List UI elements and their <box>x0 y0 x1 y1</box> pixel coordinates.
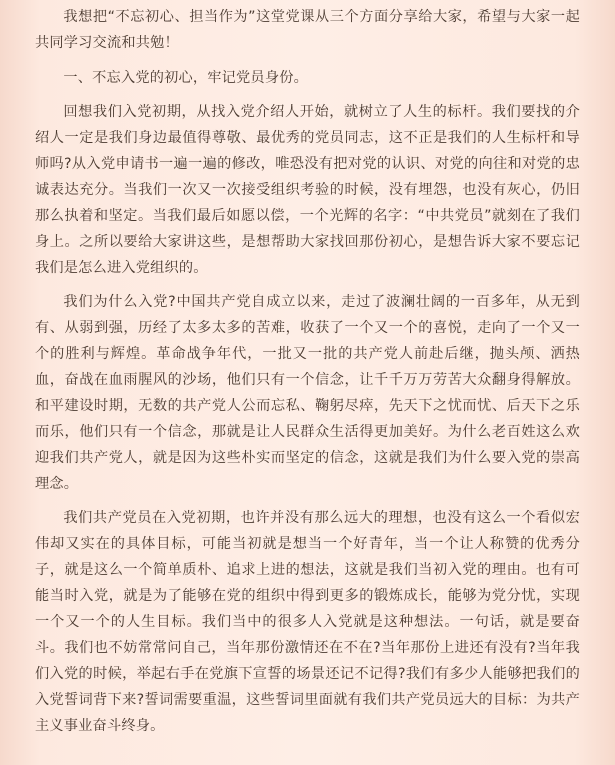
paragraph-spacer <box>35 281 580 289</box>
body-paragraph: 我们共产党员在入党初期，也许并没有那么远大的理想，也没有这么一个看似宏伟却又实在的具体目标，可能当初就是想当一个好青年，当一个让人称赞的优秀分子，就是这么一个简单质朴、追求上进的想法，这就是我们当初入党的理由。也有可能当时入党，就是为了能够在党的组织中得到更多的锻炼成长，能够为党分忧，实现一个又一个的人生目标。我们当中的很多人入党就是这种想法。一句话，就是要奋斗。我们也不妨常常问自己，当年那份激情还在不在?当年那份上进还有没有?当年我们入党的时候，举起右手在党旗下宣誓的场景还记不记得?我们有多少人能够把我们的入党誓词背下来?誓词需要重温，这些誓词里面就有我们共产党员远大的目标：为共产主义事业奋斗终身。 <box>35 510 580 734</box>
paragraph-spacer <box>35 497 580 505</box>
body-paragraph: 我们为什么入党?中国共产党自成立以来，走过了波澜壮阔的一百多年，从无到有、从弱到强，历经了太多太多的苦难，收获了一个又一个的喜悦，走向了一个又一个的胜利与辉煌。革命战争年代，一批又一批的共产党人前赴后继，抛头颅、洒热血，奋战在血雨腥风的沙场，他们只有一个信念，让千千万万劳苦大众翻身得解放。和平建设时期，无数的共产党人公而忘私、鞠躬尽瘁，先天下之忧而忧、后天下之乐而乐，他们只有一个信念，那就是让人民群众生活得更加美好。为什么老百姓这么欢迎我们共产党人，就是因为这些朴实而坚定的信念，这就是我们为什么要入党的崇高理念。 <box>35 294 580 492</box>
section-heading: 一、不忘入党的初心，牢记党员身份。 <box>63 70 308 86</box>
body-paragraph: 回想我们入党初期，从找入党介绍人开始，就树立了人生的标杆。我们要找的介绍人一定是我们身边最值得尊敬、最优秀的党员同志，这不正是我们的人生标杆和导师吗?从入党申请书一遍一遍的修改，唯恐没有把对党的认识、对党的向往和对党的忠诚表达充分。当我们一次又一次接受组织考验的时候，没有埋怨，也没有灰心，仍旧那么执着和坚定。当我们最后如愿以偿，一个光辉的名字：“中共党员”就刻在了我们身上。之所以要给大家讲这些，是想帮助大家找回那份初心，是想告诉大家不要忘记我们是怎么进入党组织的。 <box>35 104 580 276</box>
paragraph-spacer <box>35 56 580 65</box>
intro-paragraph: 我想把“不忘初心、担当作为”这堂党课从三个方面分享给大家，希望与大家一起共同学习交流和共勉！ <box>35 9 580 51</box>
paragraph-spacer <box>35 91 580 99</box>
